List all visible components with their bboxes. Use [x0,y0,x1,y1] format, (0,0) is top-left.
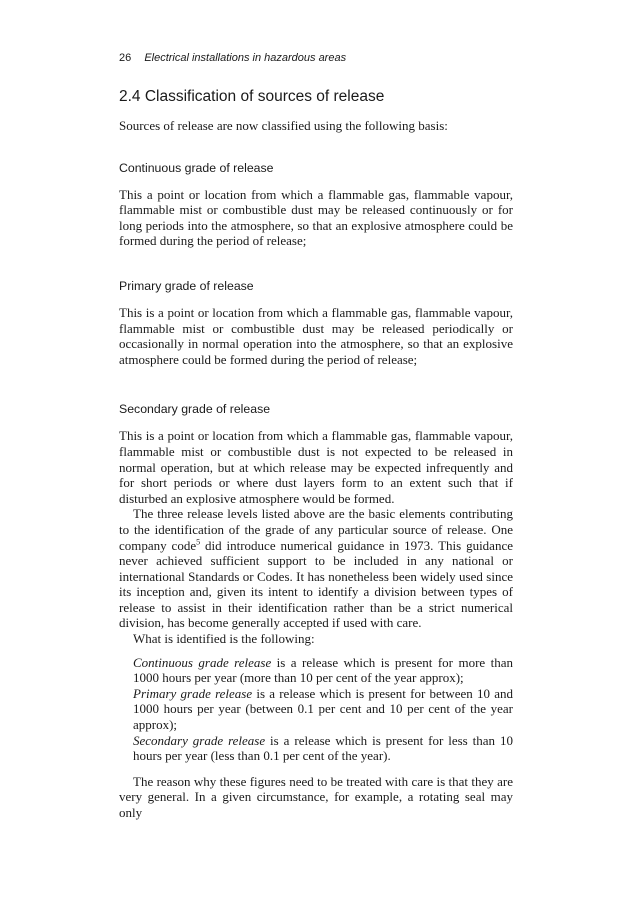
definition-text: is a release which is present for between 10 and 1000 hours per year (between 0.1 per cent and 10 per cent of the year approx); [133,685,513,733]
grade-text: This a point or location from which a flammable gas, flammable vapour, flammable mist or combustible dust may be released continuously or for long periods into the atmosphere, so that an explosive atmosphere could be formed during the period of release; [119,186,513,249]
definition-term: Primary grade release [133,685,253,701]
body-paragraph: What is identified is the following: [133,631,315,647]
definition-text: is a release which is present for more than 1000 hours per year (more than 10 per cent of the year approx); [133,654,513,686]
section-heading: 2.4 Classification of sources of release [119,88,385,105]
definition-item [133,655,513,686]
page [119,52,513,821]
grade-continuous [119,161,513,249]
grade-secondary [119,402,513,506]
para-text: The three release levels listed above are the basic elements contributing to the identification of the grade of any particular source of release. One company code [119,506,513,553]
reference-superscript: 5 [196,537,201,547]
definition-term: Continuous grade release [133,654,272,670]
grade-heading: Secondary grade of release [119,402,271,417]
running-header [119,52,513,64]
grade-heading: Continuous grade of release [119,160,274,175]
grade-primary [119,279,513,367]
grade-text: This is a point or location from which a flammable gas, flammable vapour, flammable mist or combustible dust is not expected to be released in normal operation, but at which release may be expected infrequently and for short periods or where dust layers form to an extent such that if disturbed an explosive atmosphere would be formed. [119,428,513,506]
closing-paragraph: The reason why these figures need to be treated with care is that they are very general. In a given circumstance, for example, a rotating seal may only [119,773,513,820]
section-intro: Sources of release are now classified using the following basis: [119,118,448,133]
definition-text: is a release which is present for less than 10 hours per year (less than 0.1 per cent of the year). [133,732,513,764]
definition-item [133,733,513,764]
definitions-list [133,655,513,764]
running-title: Electrical installations in hazardous areas [144,52,347,64]
definition-term: Secondary grade release [133,732,266,748]
page-number: 26 [119,52,132,64]
para-text: did introduce numerical guidance in 1973. This guidance never achieved sufficient support to be included in any national or international Standards or Codes. It has nonetheless been widely used since its inception and, given its intent to identify a division between types of release to assist in their identification rather than be a strict numerical division, has become generally accepted if used with care. [119,537,513,631]
definition-item [133,686,513,733]
grade-heading: Primary grade of release [119,278,254,293]
grade-text: This is a point or location from which a flammable gas, flammable vapour, flammable mist or combustible dust may be released periodically or occasionally in normal operation into the atmosphere, so that an explosive atmosphere could be formed during the period of release; [119,304,513,367]
body-paragraph [119,506,513,631]
